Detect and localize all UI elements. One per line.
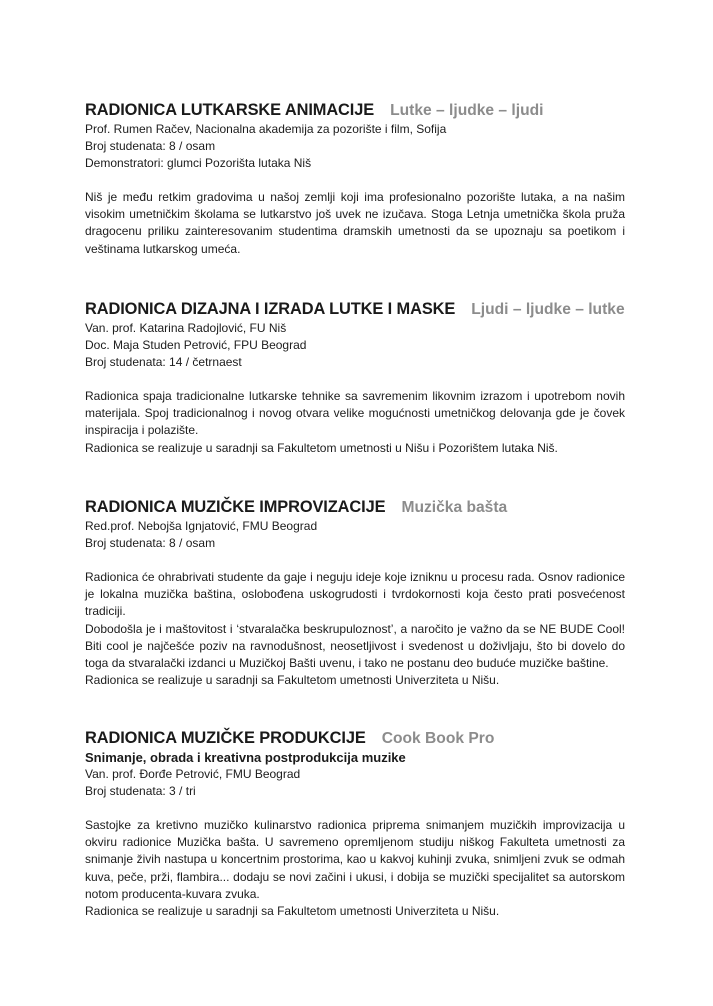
mentor-line: Prof. Rumen Račev, Nacionalna akademija za pozorište i film, Sofija bbox=[85, 122, 447, 136]
section-subtitle: Cook Book Pro bbox=[381, 730, 495, 747]
section-heading bbox=[85, 98, 625, 121]
section-tagline: Snimanje, obrada i kreativna postprodukcija muzike bbox=[85, 750, 406, 765]
mentor-line: Van. prof. Đorđe Petrović, FMU Beograd bbox=[85, 767, 301, 781]
workshop-puppet-design bbox=[85, 297, 625, 457]
student-count: Broj studenata: 14 / četrnaest bbox=[85, 355, 242, 369]
mentor-line: Van. prof. Katarina Radojlović, FU Niš bbox=[85, 321, 287, 335]
section-subtitle: Ljudi – ljudke – lutke bbox=[471, 301, 625, 318]
section-title: RADIONICA LUTKARSKE ANIMACIJE bbox=[85, 101, 375, 119]
section-paragraph: Dobodošla je i maštovitost i ‘stvaralačka beskrupuloznost’, a naročito je važno da se NE BUDE Cool! Biti cool je najčešće poziv na ravnodušnost, neosetljivost i svedenost u doživljaju, što bi dovelo do toga da stvaralački izdanci u Muzičkoj Bašti uvenu, i tako ne postanu deo buduće muzičke baštine. bbox=[85, 621, 625, 671]
section-paragraph: Niš je među retkim gradovima u našoj zemlji koji ima profesionalno pozorište lutaka, a na našim visokim umetničkim školama se lutkarstvo još uvek ne izučava. Stoga Letnja umetnička škola pruža dragocenu priliku zainteresovanim studentima dramskih umetnosti da se upoznaju sa poetikom i veštinama lutkarskog umeća. bbox=[85, 190, 625, 256]
section-heading bbox=[85, 495, 625, 518]
workshop-music-production bbox=[85, 726, 625, 920]
section-paragraph: Radionica se realizuje u saradnji sa Fakultetom umetnosti Univerziteta u Nišu. bbox=[85, 904, 500, 919]
section-paragraph: Sastojke za kretivno muzičko kulinarstvo radionica priprema snimanjem muzičkih improvizacija u okviru radionice Muzička bašta. U savremeno opremljenom studiju niškog Fakulteta umetnosti za snimanje živih nastupa u koncertnim prostorima, kao u kakvoj kuhinji zvuka, snimljeni zvuk se odmah kuva, peče, prži, flambira... dodaju se novi začini i ukusi, i dobija se muzički specijalitet sa autorskom notom producenta-kuvara zvuka. bbox=[85, 818, 625, 901]
section-heading bbox=[85, 297, 625, 320]
mentor-line: Doc. Maja Studen Petrović, FPU Beograd bbox=[85, 338, 307, 352]
section-paragraph: Radionica spaja tradicionalne lutkarske tehnike sa savremenim likovnim izrazom i upotrebom novih materijala. Spoj tradicionalnog i novog otvara velike mogućnosti umetničkog delovanja gde je čovek inspiracija i polazište. bbox=[85, 389, 625, 438]
student-count: Broj studenata: 3 / tri bbox=[85, 784, 196, 798]
section-paragraph: Radionica se realizuje u saradnji sa Fakultetom umetnosti u Nišu i Pozorištem lutaka Niš. bbox=[85, 440, 558, 455]
section-paragraph: Radionica se realizuje u saradnji sa Fakultetom umetnosti Univerziteta u Nišu. bbox=[85, 673, 500, 688]
section-subtitle: Muzička bašta bbox=[401, 499, 508, 516]
mentor-line: Red.prof. Nebojša Ignjatović, FMU Beograd bbox=[85, 519, 318, 533]
section-title: RADIONICA MUZIČKE IMPROVIZACIJE bbox=[85, 498, 386, 516]
workshop-puppet-animation bbox=[85, 98, 625, 258]
section-title: RADIONICA DIZAJNA I IZRADA LUTKE I MASKE bbox=[85, 300, 456, 318]
student-count: Broj studenata: 8 / osam bbox=[85, 536, 216, 550]
section-paragraph: Radionica će ohrabrivati studente da gaje i neguju ideje koje izniknu u procesu rada. Osnov radionice je lokalna muzička baština, oslobođena uskogrudosti i tvrdokornosti koja često prati posvećenost tradiciji. bbox=[85, 570, 625, 619]
section-subtitle: Lutke – ljudke – ljudi bbox=[390, 102, 544, 119]
demonstrators-line: Demonstratori: glumci Pozorišta lutaka Niš bbox=[85, 156, 312, 170]
student-count: Broj studenata: 8 / osam bbox=[85, 139, 216, 153]
section-heading bbox=[85, 726, 625, 749]
workshop-music-improvisation bbox=[85, 495, 625, 689]
section-title: RADIONICA MUZIČKE PRODUKCIJE bbox=[85, 729, 366, 747]
